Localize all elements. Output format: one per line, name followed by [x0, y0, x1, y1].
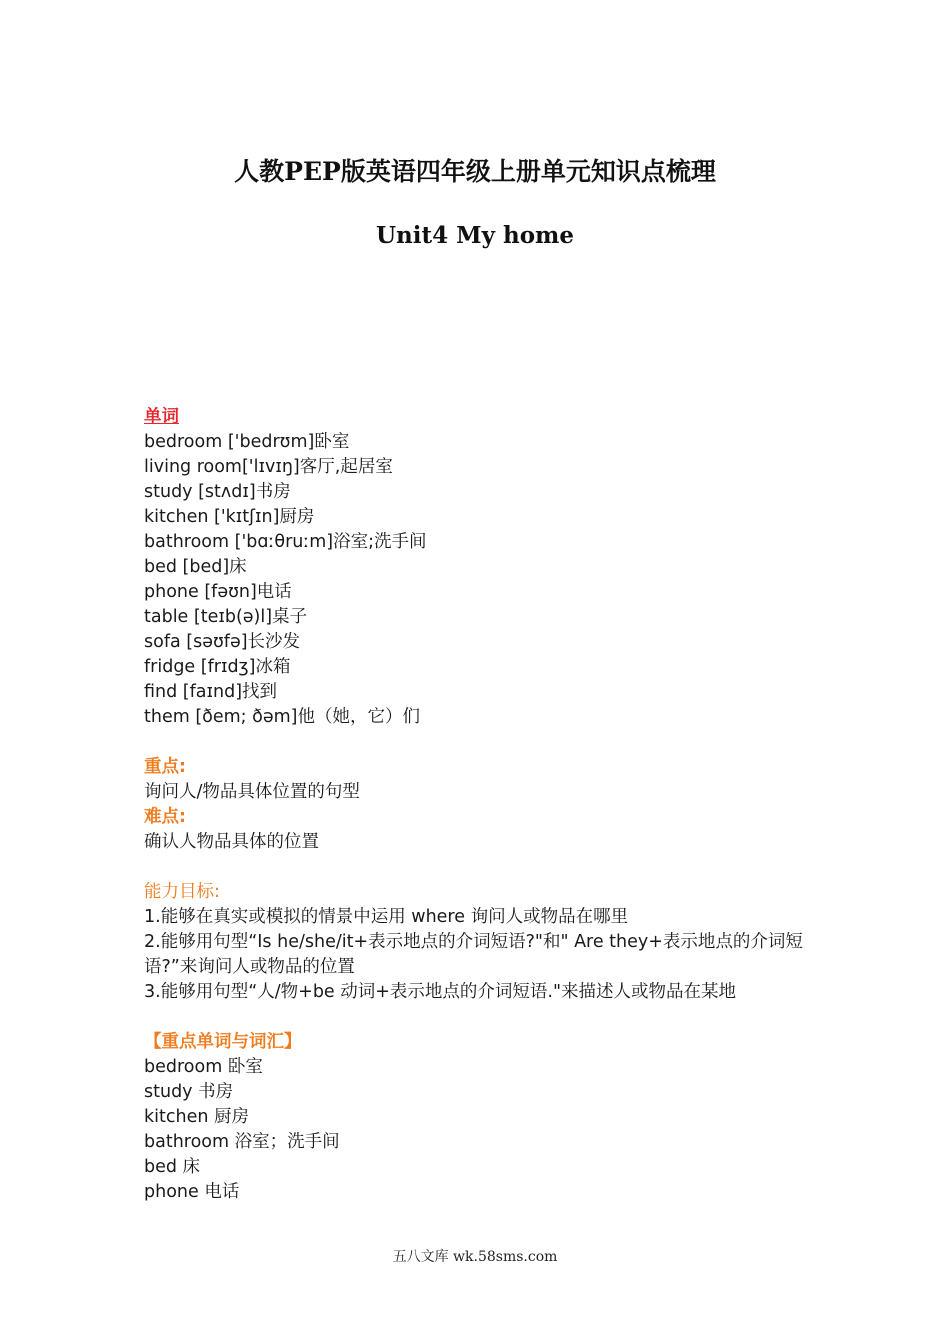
document-body	[144, 405, 834, 1205]
ability-heading: 能力目标:	[144, 882, 220, 902]
key-point-heading: 重点:	[144, 757, 186, 777]
vocab-item: bathroom ['bɑːθruːm]浴室;洗手间	[144, 532, 427, 552]
vocab-item: them [ðem; ðəm]他（她，它）们	[144, 707, 420, 727]
key-word-item: bed 床	[144, 1157, 201, 1177]
vocab-item: living room['lɪvɪŋ]客厅,起居室	[144, 457, 393, 477]
vocab-item: fridge [frɪdʒ]冰箱	[144, 657, 291, 677]
ability-item: 2.能够用句型“Is he/she/it+表示地点的介词短语?"和" Are they+表示地点的介词短语?”来询问人或物品的位置	[144, 932, 803, 977]
vocab-item: bedroom ['bedrʊm]卧室	[144, 432, 350, 452]
vocab-item: sofa [səʊfə]长沙发	[144, 632, 301, 652]
vocab-item: kitchen ['kɪtʃɪn]厨房	[144, 507, 315, 527]
vocab-item: phone [fəʊn]电话	[144, 582, 292, 602]
vocab-heading: 单词	[144, 407, 179, 427]
key-word-item: study 书房	[144, 1082, 234, 1102]
key-word-item: bathroom 浴室；洗手间	[144, 1132, 340, 1152]
difficult-point-heading: 难点:	[144, 807, 186, 827]
ability-item: 3.能够用句型“人/物+be 动词+表示地点的介词短语."来描述人或物品在某地	[144, 982, 737, 1002]
vocab-item: table [teɪb(ə)l]桌子	[144, 607, 308, 627]
vocab-list	[144, 430, 834, 730]
key-word-item: kitchen 厨房	[144, 1107, 249, 1127]
key-point-text: 询问人/物品具体位置的句型	[144, 782, 360, 802]
ability-item: 1.能够在真实或模拟的情景中运用 where 询问人或物品在哪里	[144, 907, 629, 927]
vocab-item: bed [bed]床	[144, 557, 247, 577]
key-words-heading: 【重点单词与词汇】	[144, 1032, 302, 1052]
vocab-item: study [stʌdɪ]书房	[144, 482, 291, 502]
key-word-item: phone 电话	[144, 1182, 240, 1202]
difficult-point-text: 确认人物品具体的位置	[144, 832, 319, 852]
key-word-item: bedroom 卧室	[144, 1057, 263, 1077]
spacer	[144, 730, 834, 755]
unit-title: Unit4 My home	[375, 222, 574, 249]
spacer	[144, 855, 834, 880]
footer-watermark: 五八文库 wk.58sms.com	[392, 1249, 558, 1265]
page-title: 人教PEP版英语四年级上册单元知识点梳理	[234, 157, 716, 186]
vocab-item: find [faɪnd]找到	[144, 682, 278, 702]
spacer	[144, 1005, 834, 1030]
